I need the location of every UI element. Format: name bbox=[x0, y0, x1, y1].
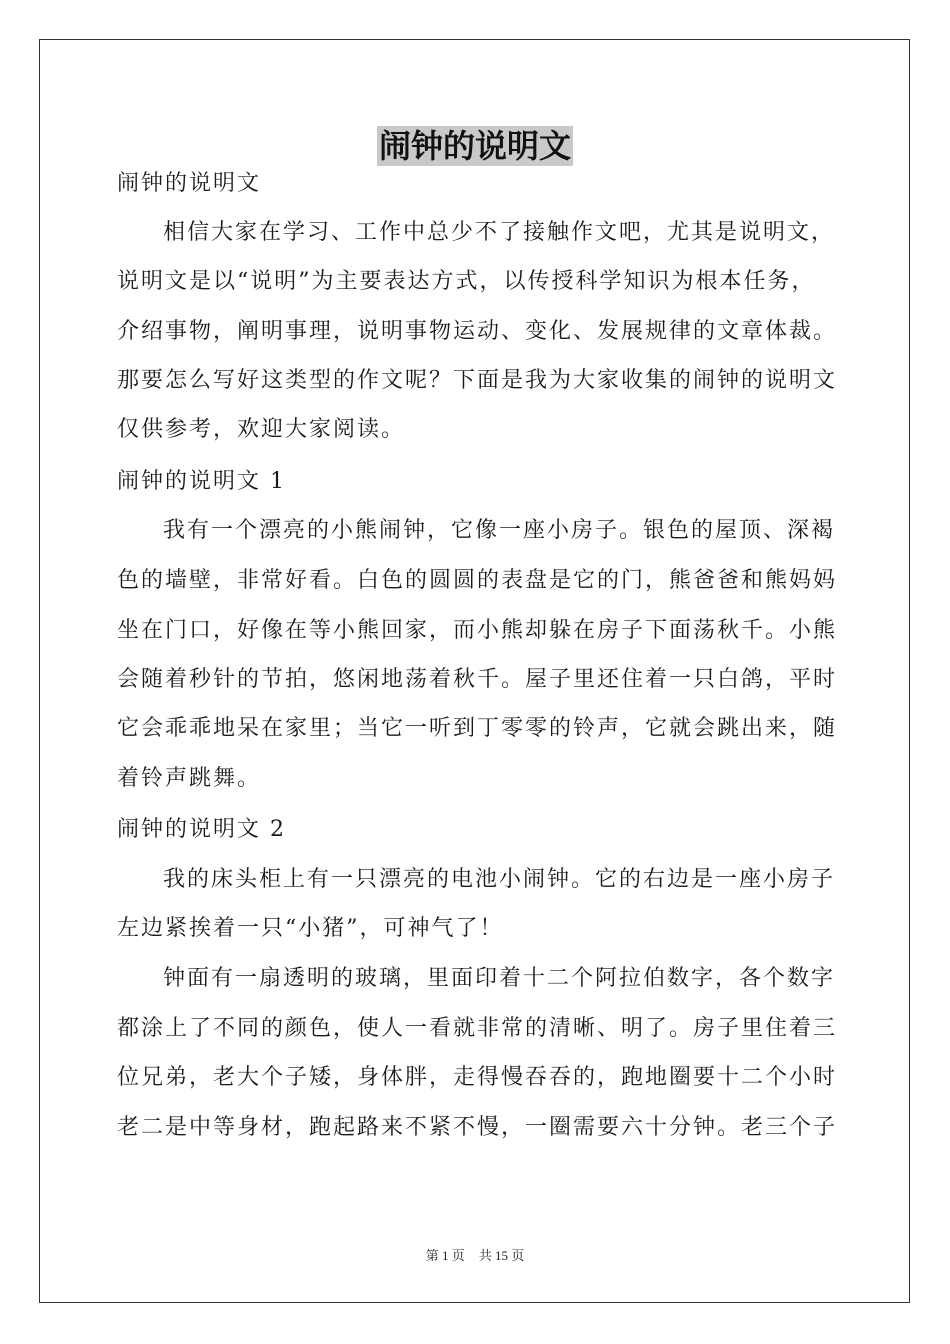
text-line: 仅供参考，欢迎大家阅读。 bbox=[117, 417, 406, 442]
page-total: 共 15 页 bbox=[478, 1248, 525, 1263]
text-line: 说明文是以“说明”为主要表达方式，以传授科学知识为根本任务， bbox=[117, 269, 816, 294]
text-line: 介绍事物，阐明事理，说明事物运动、变化、发展规律的文章体裁。 bbox=[117, 319, 838, 344]
text-line: 色的墙壁，非常好看。白色的圆圆的表盘是它的门，熊爸爸和熊妈妈 bbox=[117, 568, 838, 593]
text-line: 闹钟的说明文 1 bbox=[117, 469, 286, 494]
text-line: 左边紧挨着一只“小猪”，可神气了！ bbox=[117, 916, 504, 941]
title-container bbox=[0, 126, 950, 166]
text-line: 我有一个漂亮的小熊闹钟，它像一座小房子。银色的屋顶、深褐 bbox=[163, 518, 836, 543]
page-number: 第 1 页 bbox=[425, 1248, 465, 1263]
text-line: 闹钟的说明文 bbox=[117, 171, 262, 196]
text-line: 老二是中等身材，跑起路来不紧不慢，一圈需要六十分钟。老三个子 bbox=[117, 1115, 838, 1140]
page-footer bbox=[0, 1247, 950, 1265]
text-line: 它会乖乖地呆在家里；当它一听到丁零零的铃声，它就会跳出来，随 bbox=[117, 716, 838, 741]
text-line: 会随着秒针的节拍，悠闲地荡着秋千。屋子里还住着一只白鸽，平时 bbox=[117, 667, 838, 692]
text-line: 那要怎么写好这类型的作文呢？下面是我为大家收集的闹钟的说明文 bbox=[117, 368, 838, 393]
text-line: 相信大家在学习、工作中总少不了接触作文吧，尤其是说明文， bbox=[163, 220, 836, 245]
text-line: 我的床头柜上有一只漂亮的电池小闹钟。它的右边是一座小房子 bbox=[163, 867, 836, 892]
text-line: 闹钟的说明文 2 bbox=[117, 817, 286, 842]
text-line: 位兄弟，老大个子矮，身体胖，走得慢吞吞的，跑地圈要十二个小时 bbox=[117, 1065, 838, 1090]
text-line: 着铃声跳舞。 bbox=[117, 766, 262, 791]
text-line: 坐在门口，好像在等小熊回家，而小熊却躲在房子下面荡秋千。小熊 bbox=[117, 618, 838, 643]
text-line: 钟面有一扇透明的玻璃，里面印着十二个阿拉伯数字，各个数字 bbox=[163, 966, 836, 991]
document-title: 闹钟的说明文 bbox=[378, 127, 571, 165]
text-line: 都涂上了不同的颜色，使人一看就非常的清晰、明了。房子里住着三 bbox=[117, 1016, 838, 1041]
